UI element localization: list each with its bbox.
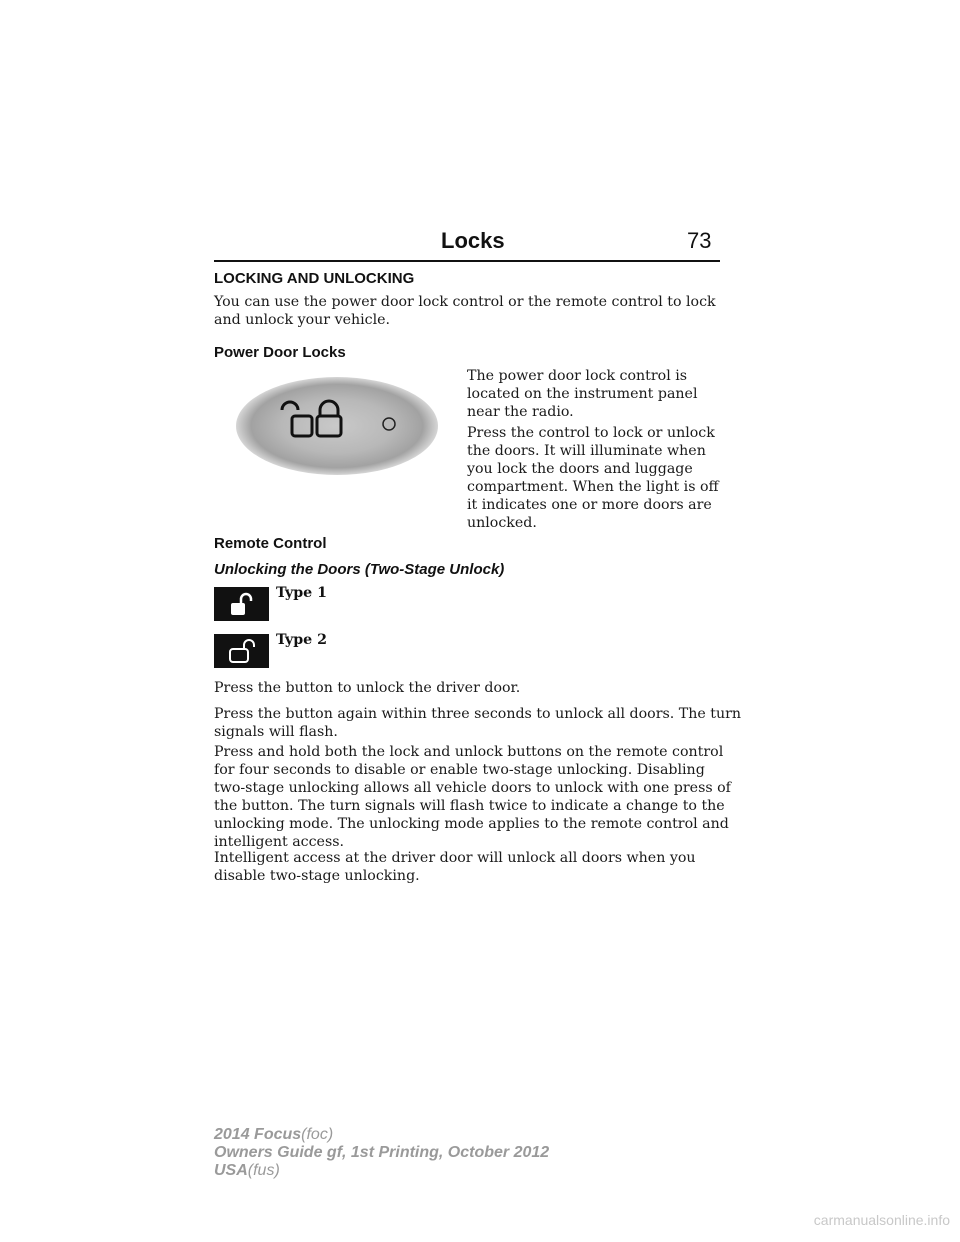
remote-para-1: Press the button to unlock the driver door. (214, 680, 521, 696)
text-line: Press the control to lock or unlock (467, 425, 715, 441)
unlock-type2-icon (214, 634, 269, 668)
footer-market-code: (fus) (247, 1162, 280, 1179)
text-line: compartment. When the light is off (467, 479, 719, 495)
intro-paragraph (214, 293, 716, 329)
page-title: Locks (441, 228, 505, 253)
footer-guide-info: Owners Guide gf, 1st Printing, October 2012 (214, 1144, 550, 1161)
intro-line: You can use the power door lock control or the remote control to lock (214, 294, 716, 310)
footer-model-code: (foc) (301, 1126, 334, 1143)
type1-label: Type 1 (276, 585, 327, 601)
watermark: carmanualsonline.info (813, 1212, 950, 1228)
two-stage-unlock-subheading: Unlocking the Doors (Two-Stage Unlock) (214, 561, 505, 578)
footer-market-name: USA (214, 1162, 248, 1179)
power-lock-location-text (467, 367, 727, 421)
text-line: located on the instrument panel (467, 386, 698, 402)
power-lock-usage-text (467, 424, 727, 532)
remote-control-heading: Remote Control (214, 535, 327, 552)
remote-para-2 (214, 705, 741, 741)
remote-para-3 (214, 743, 731, 851)
text-line: near the radio. (467, 404, 574, 420)
unlock-type1-icon (214, 587, 269, 621)
text-line: Press the button again within three seconds to unlock all doors. The turn (214, 706, 742, 722)
text-line: the button. The turn signals will flash twice to indicate a change to the (214, 798, 725, 814)
power-door-locks-heading: Power Door Locks (214, 344, 346, 361)
text-line: unlocked. (467, 515, 537, 531)
text-line: the doors. It will illuminate when (467, 443, 706, 459)
footer-model-name: 2014 Focus (214, 1126, 302, 1143)
intro-line: and unlock your vehicle. (214, 312, 391, 328)
text-line: unlocking mode. The unlocking mode applies to the remote control and (214, 816, 729, 832)
text-line: it indicates one or more doors are (467, 497, 712, 513)
text-line: for four seconds to disable or enable two-stage unlocking. Disabling (214, 762, 705, 778)
text-line: Press and hold both the lock and unlock buttons on the remote control (214, 744, 724, 760)
text-line: you lock the doors and luggage (467, 461, 693, 477)
header-divider (214, 260, 720, 262)
text-line: intelligent access. (214, 834, 345, 850)
text-line: signals will flash. (214, 724, 338, 740)
power-door-lock-switch-illustration (234, 374, 440, 478)
section-heading: LOCKING AND UNLOCKING (214, 270, 415, 287)
lock-switch-icon (234, 374, 440, 478)
text-line: disable two-stage unlocking. (214, 868, 420, 884)
footer-market (214, 1162, 280, 1180)
remote-para-4 (214, 849, 696, 885)
text-line: The power door lock control is (467, 368, 688, 384)
type2-label: Type 2 (276, 632, 327, 648)
text-line: two-stage unlocking allows all vehicle doors to unlock with one press of (214, 780, 731, 796)
page-number: 73 (687, 228, 712, 253)
footer-model (214, 1126, 333, 1144)
text-line: Intelligent access at the driver door will unlock all doors when you (214, 850, 696, 866)
